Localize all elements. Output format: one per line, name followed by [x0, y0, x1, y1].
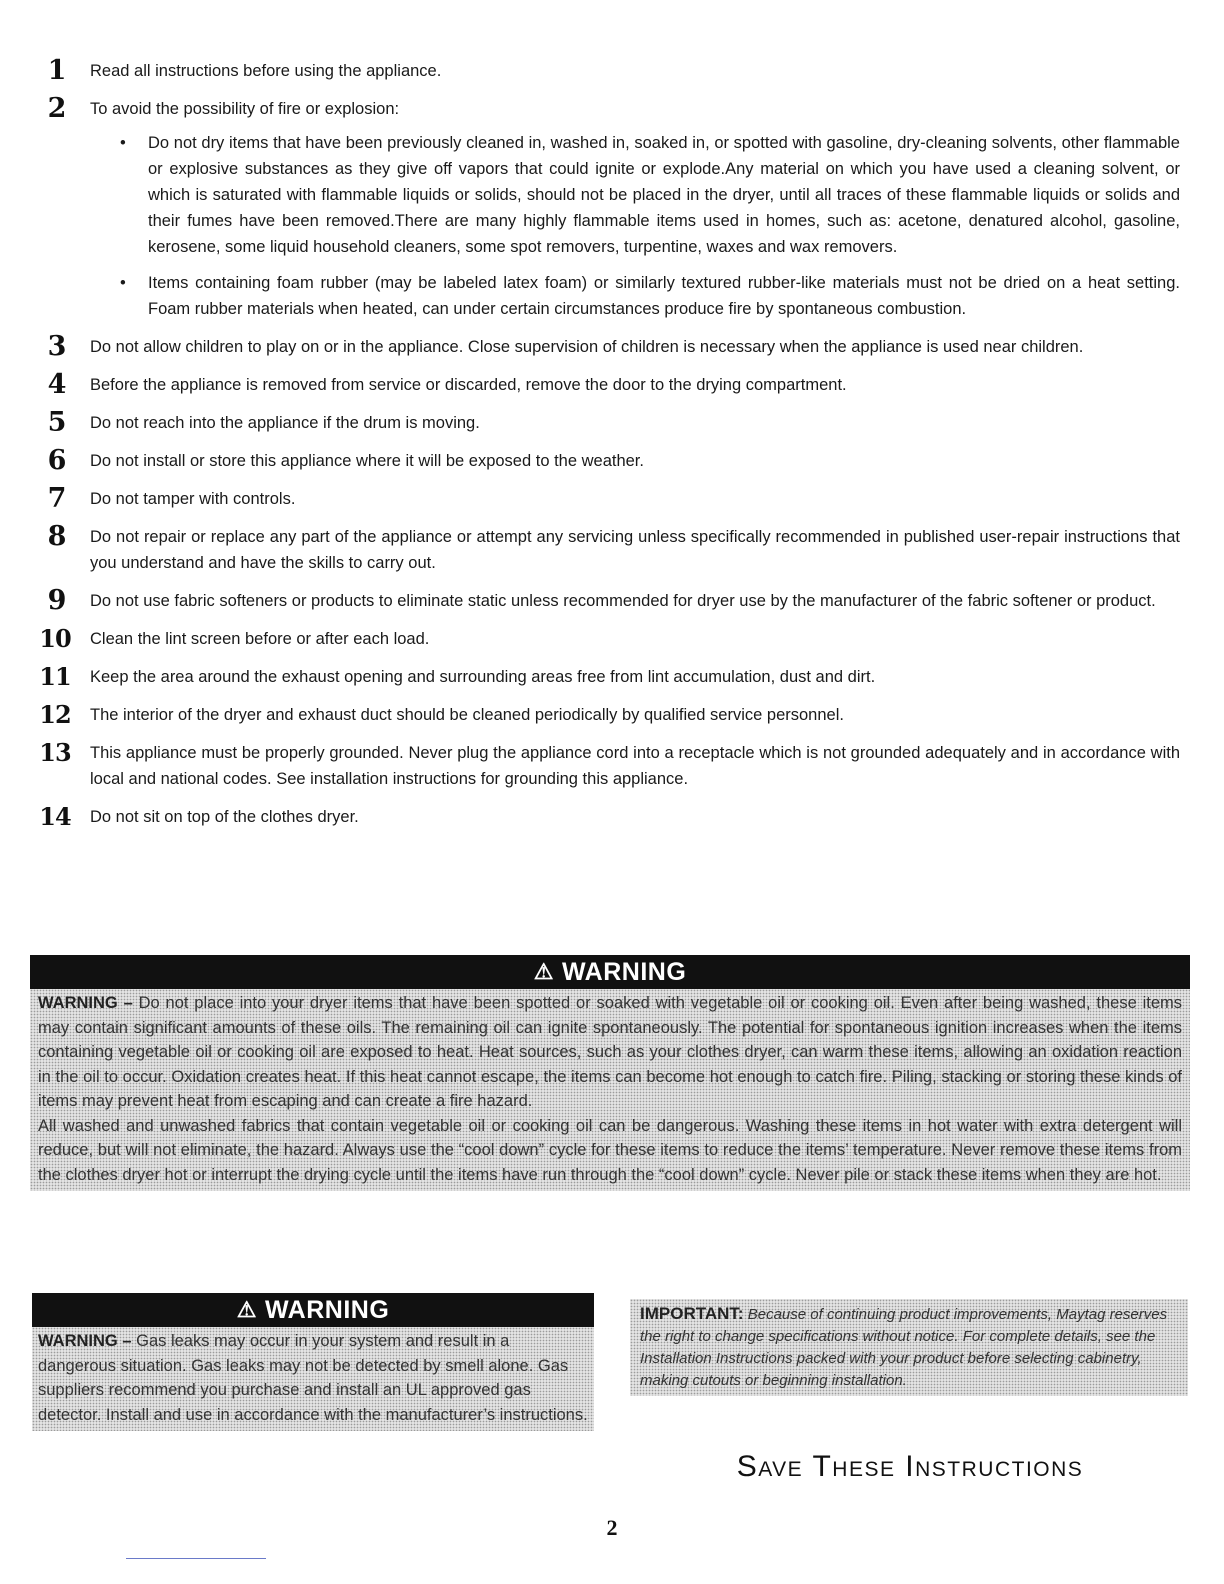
important-text: Because of continuing product improvements, Maytag reserves the right to change specifications without notice. For complete details, see the Installation Instructions packed with your product before selecting cabinetry, making cutouts or beginning installation. [640, 1306, 1168, 1389]
item-number: 13 [39, 738, 71, 767]
warning-body [32, 1327, 594, 1431]
list-item [30, 740, 1180, 792]
list-item [30, 407, 1180, 438]
item-number: 1 [47, 55, 67, 86]
bullet-text: Items containing foam rubber (may be labeled latex foam) or similarly textured rubber-like materials must not be dried on a heat setting. Foam rubber materials when heated, can under certain circumstances produce fire by spontaneous combustion. [148, 274, 1180, 318]
item-text: The interior of the dryer and exhaust duct should be cleaned periodically by qualified service personnel. [90, 706, 844, 724]
gas-warning-panel [32, 1293, 594, 1431]
item-text: Before the appliance is removed from service or discarded, remove the door to the drying compartment. [90, 376, 847, 394]
warning-triangle-icon: ⚠ [533, 959, 554, 984]
bullet-item: • Items containing foam rubber (may be labeled latex foam) or similarly textured rubber-like materials must not be dried on a heat setting. Foam rubber materials when heated, can under certain circumstances produce fire by spontaneous combustion. [120, 274, 1180, 318]
warning-paragraph: Do not place into your dryer items that have been spotted or soaked with vegetable oil or cooking oil. Even after being washed, these items may contain significant amounts of these oils. The remaining oil can ignite spontaneously. The potential for spontaneous ignition increases when the items containing vegetable oil or cooking oil are exposed to heat. Heat sources, such as your clothes dryer, can warm these items, allowing an oxidation reaction in the oil to occur. Oxidation creates heat. If this heat cannot escape, the items can become hot enough to catch fire. Piling, stacking or storing these kinds of items may prevent heat from escaping and can create a fire hazard. [38, 994, 1182, 1110]
warning-body [30, 989, 1190, 1191]
item-number: 11 [39, 662, 71, 691]
item-number: 3 [47, 331, 67, 362]
item-text: Do not tamper with controls. [90, 490, 296, 508]
list-item [30, 626, 1180, 652]
list-item [30, 702, 1180, 728]
item-number: 10 [39, 624, 71, 653]
item-text: Do not allow children to play on or in the appliance. Close supervision of children is necessary when the appliance is used near children. [90, 338, 1084, 356]
item-text: To avoid the possibility of fire or explosion: [90, 100, 400, 118]
page-number: 2 [606, 1515, 618, 1540]
list-item [30, 585, 1180, 616]
warning-paragraph: Gas leaks may occur in your system and result in a dangerous situation. Gas leaks may not be detected by smell alone. Gas suppliers recommend you purchase and install an UL approved gas detector. Install and use in accordance with the manufacturer’s instructions. [38, 1332, 588, 1424]
list-item [30, 521, 1180, 576]
warning-lead: WARNING – [38, 994, 133, 1012]
list-item [30, 331, 1180, 362]
item-number: 12 [39, 700, 71, 729]
item-number: 2 [47, 93, 67, 124]
item-text: Do not use fabric softeners or products to eliminate static unless recommended for dryer use by the manufacturer of the fabric softener or product. [90, 592, 1156, 610]
list-item [30, 445, 1180, 476]
item-number: 4 [47, 369, 67, 400]
list-item [30, 369, 1180, 400]
item-number: 7 [47, 483, 67, 514]
bullet-text: Do not dry items that have been previously cleaned in, washed in, soaked in, or spotted with gasoline, dry-cleaning solvents, other flammable or explosive substances as they give off vapors that could ignite or explode.Any material on which you have used a cleaning solvent, or which is saturated with flammable liquids or solids, should not be placed in the dryer, until all traces of these flammable liquids or solids and their fumes have been removed.There are many highly flammable items used in homes, such as: acetone, denatured alcohol, gasoline, kerosene, some liquid household cleaners, some spot removers, turpentine, waxes and wax removers. [148, 134, 1180, 256]
oil-warning-panel [30, 955, 1190, 1191]
important-lead: IMPORTANT: [640, 1304, 744, 1323]
item-number: 6 [47, 445, 67, 476]
item-text: Do not repair or replace any part of the appliance or attempt any servicing unless specifically recommended in published user-repair instructions that you understand and have the skills to carry out. [90, 528, 1180, 572]
warning-paragraph: All washed and unwashed fabrics that contain vegetable oil or cooking oil can be dangerous. Washing these items in hot water with extra detergent will reduce, but will not eliminate, the hazard. Always use the “cool down” cycle for these items to reduce the items’ temperature. Never remove these items from the clothes dryer hot or interrupt the drying cycle until the items have run through the “cool down” cycle. Never pile or stack these items when they are hot. [38, 1116, 1182, 1184]
list-item [30, 93, 1180, 322]
item-number: 14 [39, 802, 71, 831]
warning-title: WARNING [264, 1296, 390, 1324]
list-item [30, 483, 1180, 514]
bullet-item: • Do not dry items that have been previously cleaned in, washed in, soaked in, or spotted with gasoline, dry-cleaning solvents, other flammable or explosive substances as they give off vapors that could ignite or explode.Any material on which you have used a cleaning solvent, or which is saturated with flammable liquids or solids, should not be placed in the dryer, until all traces of these flammable liquids or solids and their fumes have been removed.There are many highly flammable items used in homes, such as: acetone, denatured alcohol, gasoline, kerosene, some liquid household cleaners, some spot removers, turpentine, waxes and wax removers. [120, 134, 1180, 256]
item-text: Read all instructions before using the appliance. [90, 62, 442, 80]
list-item [30, 55, 1180, 86]
item-text: Keep the area around the exhaust opening and surrounding areas free from lint accumulation, dust and dirt. [90, 668, 876, 686]
warning-title-bar [32, 1293, 594, 1327]
list-item [30, 664, 1180, 690]
footer-rule [126, 1558, 266, 1559]
save-instructions-heading: Save These Instructions [736, 1450, 1084, 1483]
item-text: This appliance must be properly grounded. Never plug the appliance cord into a receptacle which is not grounded adequately and in accordance with local and national codes. See installation instructions for grounding this appliance. [90, 744, 1180, 788]
important-notice [630, 1299, 1188, 1396]
fire-explosion-bullets [90, 130, 1180, 322]
warning-lead: WARNING – [38, 1332, 132, 1350]
item-number: 8 [47, 521, 67, 552]
warning-title-bar [30, 955, 1190, 989]
item-text: Clean the lint screen before or after each load. [90, 630, 430, 648]
item-text: Do not install or store this appliance where it will be exposed to the weather. [90, 452, 644, 470]
warning-title: WARNING [561, 958, 687, 986]
item-text: Do not reach into the appliance if the drum is moving. [90, 414, 480, 432]
list-item [30, 804, 1180, 830]
item-number: 5 [47, 407, 67, 438]
safety-instructions-list [30, 55, 1180, 842]
item-text: Do not sit on top of the clothes dryer. [90, 808, 359, 826]
item-number: 9 [47, 585, 67, 616]
warning-triangle-icon: ⚠ [236, 1297, 257, 1322]
